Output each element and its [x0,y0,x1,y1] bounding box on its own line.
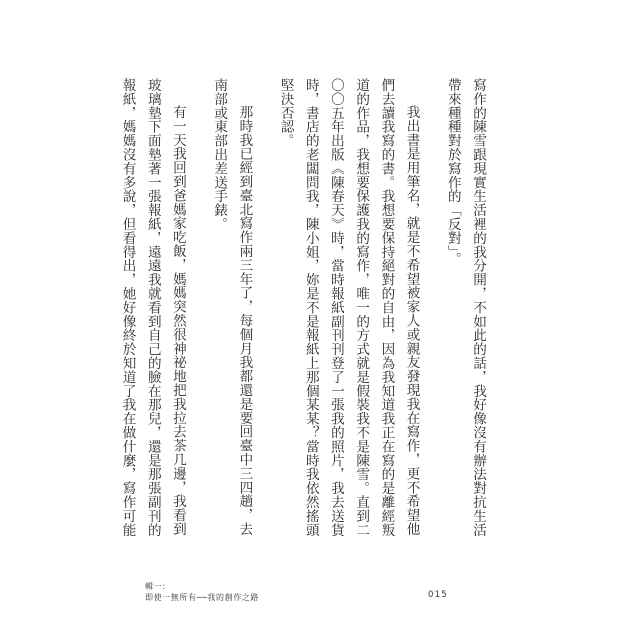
text-line-4: 們去讀我寫的書。我想要保持絕對的自由，因為我知道我正在寫的是離經叛 [378,78,395,537]
text-line-13: 報紙，媽媽沒有多說，但看得出，她好像終於知道了我在做什麼，寫作可能 [119,78,136,537]
text-line-11: 有一天我回到爸媽家吃飯，媽媽突然很神祕地把我拉去茶几邊，我看到 [169,105,186,536]
text-line-2: 帶來種種對於寫作的「反對」。 [444,78,461,266]
text-line-12: 玻璃墊下面墊著一張報紙，遠遠我就看到自己的臉在那兒，還是那張副刊的 [144,78,161,537]
footer-chapter: 輯一： [145,582,171,591]
text-line-1: 寫作的陳雪跟現實生活裡的我分開，不如此的話，我好像沒有辦法對抗生活 [470,78,486,537]
text-line-5: 道的作品，我想要保護我的寫作，唯一的方式就是假裝我不是陳雪。直到二 [353,78,370,537]
text-line-8: 堅決否認。 [277,78,294,148]
page-number: 015 [428,590,448,600]
text-line-9: 那時我已經到臺北寫作兩三年了，每個月我都還是要回臺中三四趟，去 [236,105,253,536]
text-line-6: 〇〇五年出版《陳春天》時，當時報紙副刊刊登了一張我的照片，我去送貨 [327,78,344,537]
vertical-text-block [114,78,490,546]
running-footer [145,581,443,603]
text-line-7: 時，書店的老闆問我，陳小姐，妳是不是報紙上那個某某？當時我依然搖頭 [302,78,319,537]
text-line-3: 我出書是用筆名，就是不希望被家人或親友發現我在寫作，更不希望他 [403,105,420,536]
footer-title: 即使一無所有──我的創作之路 [145,593,260,602]
text-line-10: 南部或東部出差送手錶。 [211,78,228,231]
